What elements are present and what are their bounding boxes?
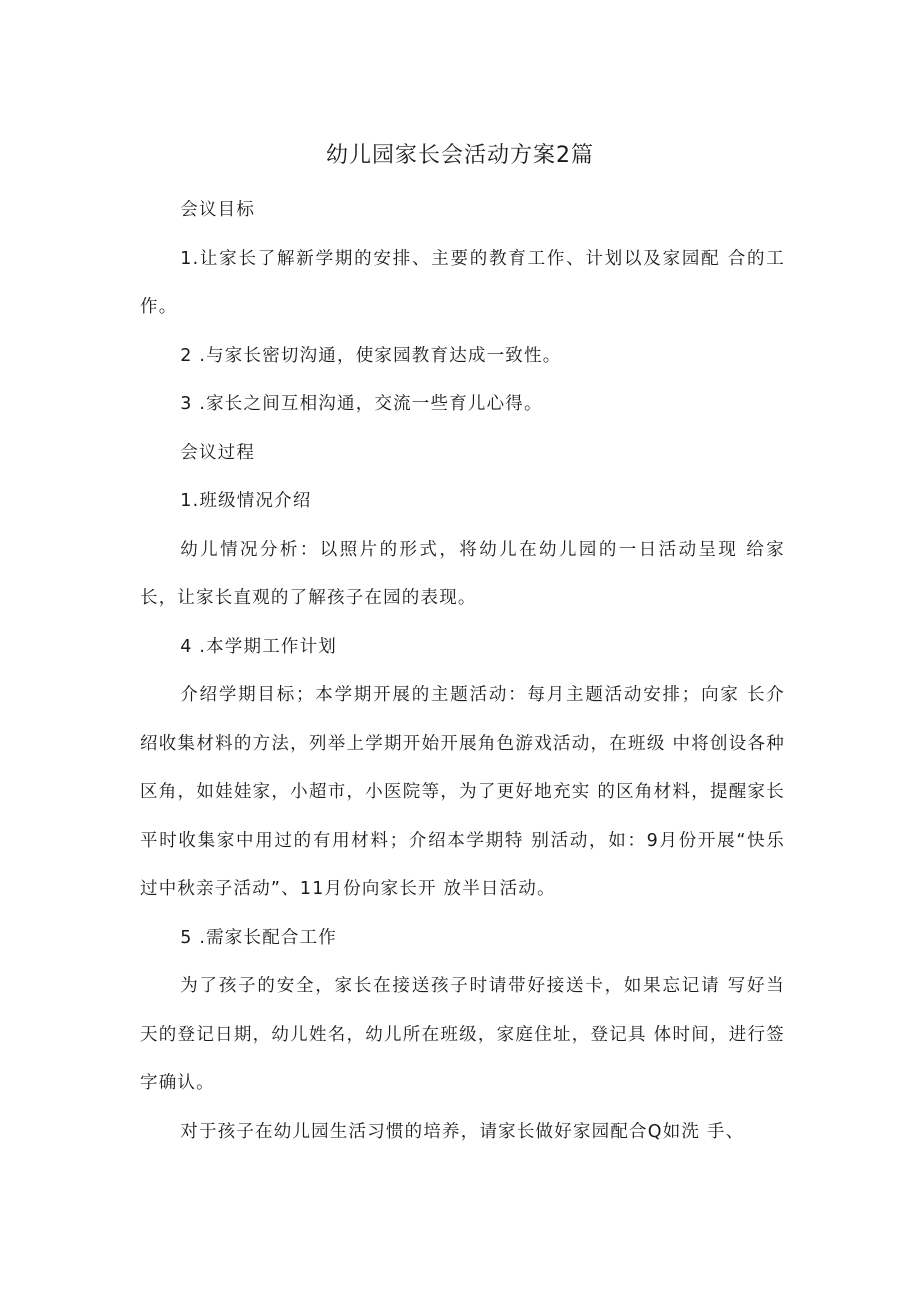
paragraph-work-plan-details: 介绍学期目标；本学期开展的主题活动：每月主题活动安排；向家 长介绍收集材料的方法，列举上学期开始开展角色游戏活动，在班级 中将创设各种区角，如娃娃家，小超市，小医院等，为了更好地充实 的区角材料，提醒家长平时收集家中用过的有用材料；介绍本学期特 别活动，如：9月份开展“快乐过中秋亲子活动”、11月份向家长开 放半日活动。 — [140, 685, 785, 899]
process-item-class-intro: 1.班级情况介绍 — [180, 491, 312, 511]
goal-item-1: 1.让家长了解新学期的安排、主要的教育工作、计划以及家园配 合的工作。 — [140, 248, 785, 317]
process-item-parent-cooperation: 5 .需家长配合工作 — [180, 927, 338, 948]
section-heading-meeting-goals: 会议目标 — [180, 200, 256, 220]
document-body — [140, 186, 785, 1156]
process-item-work-plan: 4 .本学期工作计划 — [180, 636, 338, 657]
paragraph-safety-pickup: 为了孩子的安全，家长在接送孩子时请带好接送卡，如果忘记请 写好当天的登记日期，幼儿姓名，幼儿所在班级，家庭住址，登记具 体时间，进行签字确认。 — [140, 976, 785, 1093]
goal-item-2: 2 .与家长密切沟通，使家园教育达成一致性。 — [180, 345, 562, 366]
section-heading-meeting-process: 会议过程 — [180, 442, 256, 463]
paragraph-child-analysis: 幼儿情况分析：以照片的形式，将幼儿在幼儿园的一日活动呈现 给家长，让家长直观的了解孩子在园的表现。 — [140, 539, 785, 608]
document-title: 幼儿园家长会活动方案2篇 — [326, 143, 594, 168]
paragraph-habits: 对于孩子在幼儿园生活习惯的培养，请家长做好家园配合Q如洗 手、 — [180, 1121, 745, 1142]
goal-item-3: 3 .家长之间互相沟通，交流一些育儿心得。 — [180, 394, 543, 414]
